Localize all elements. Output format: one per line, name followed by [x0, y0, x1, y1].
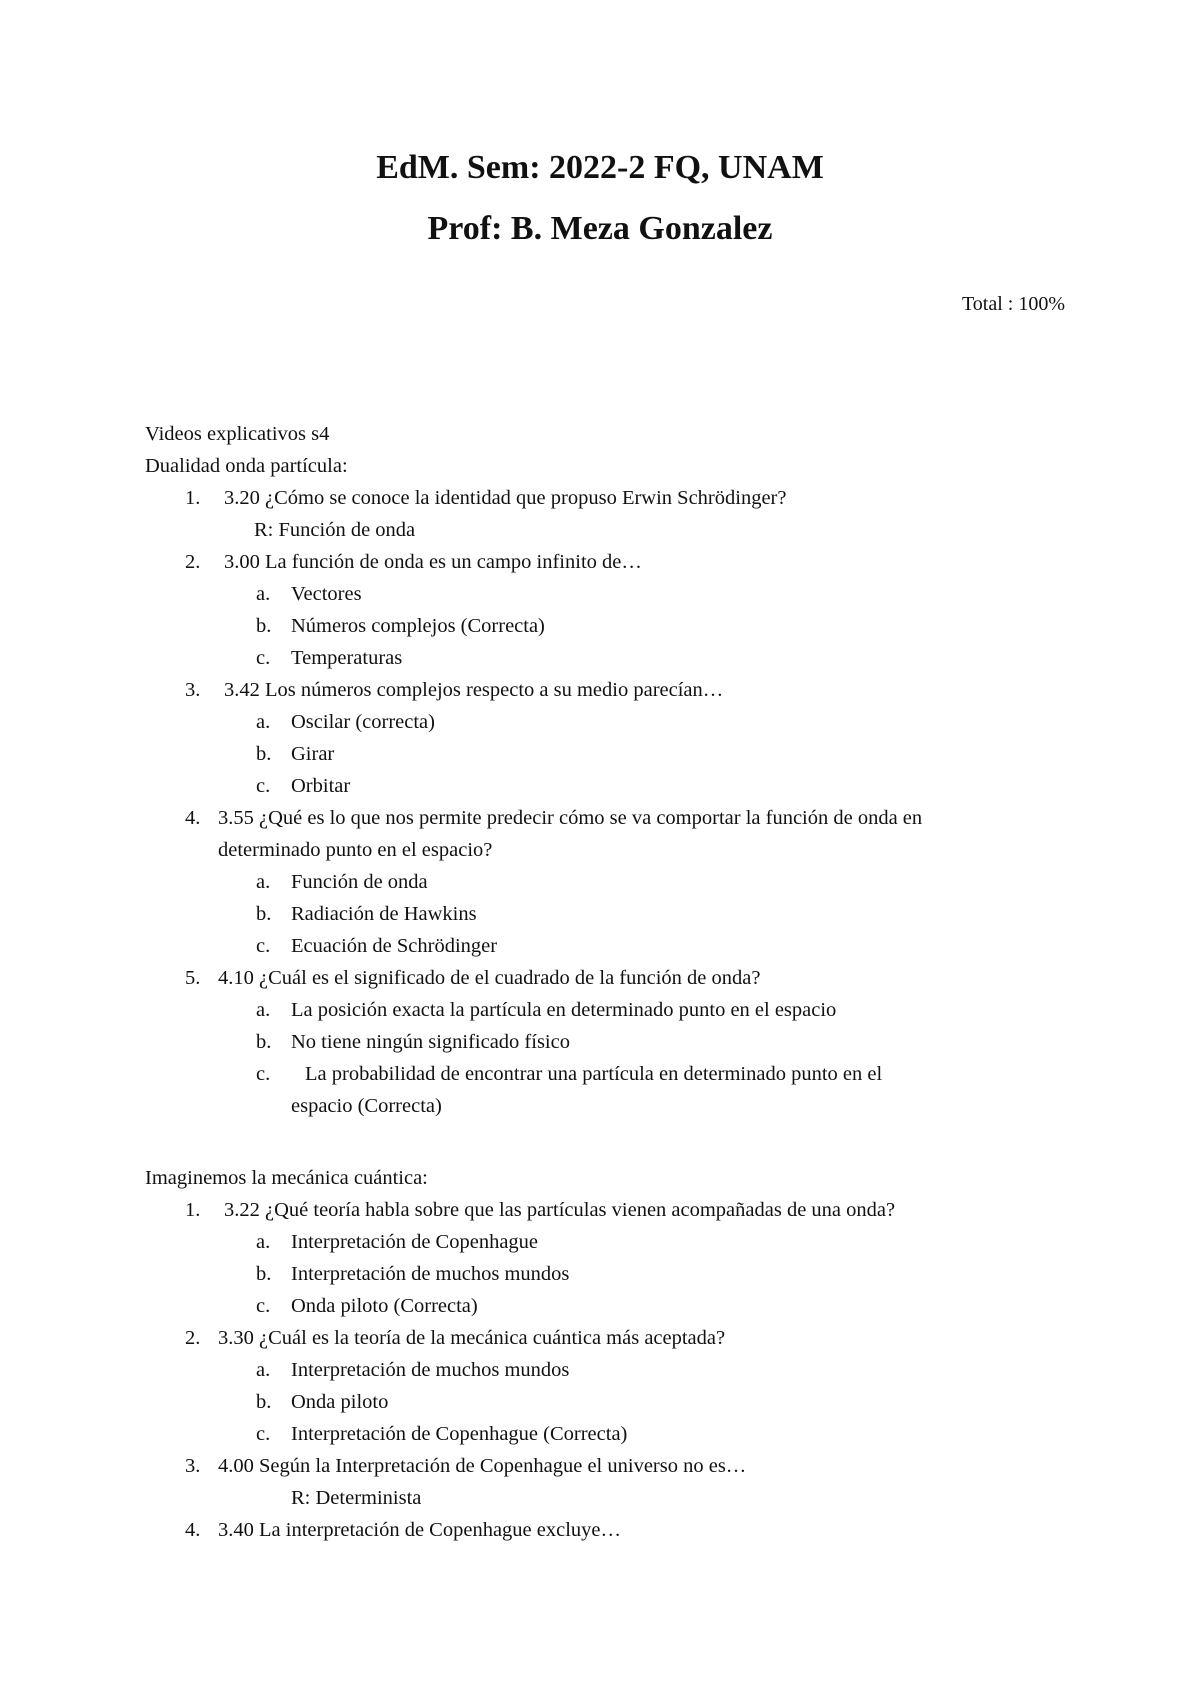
question-text: 3.40 La interpretación de Copenhague excluye… — [218, 1519, 622, 1541]
section-dualidad — [145, 418, 1065, 1122]
option-item — [145, 1386, 1065, 1418]
question-item — [145, 546, 1065, 578]
option-item — [145, 1290, 1065, 1322]
question-number: 4. — [185, 807, 201, 829]
option-letter: c. — [256, 1295, 271, 1317]
option-item — [145, 1226, 1065, 1258]
answer-line — [145, 1482, 1065, 1514]
option-letter: a. — [256, 583, 271, 605]
section-heading: Imaginemos la mecánica cuántica: — [145, 1167, 428, 1189]
question-text: 3.00 La función de onda es un campo infinito de… — [224, 551, 642, 573]
option-item — [145, 1026, 1065, 1058]
option-text: Interpretación de muchos mundos — [291, 1359, 570, 1381]
option-item — [145, 866, 1065, 898]
option-text: Interpretación de Copenhague (Correcta) — [291, 1423, 628, 1445]
option-text: Radiación de Hawkins — [291, 903, 477, 925]
option-text: Números complejos (Correcta) — [291, 615, 545, 637]
option-text: No tiene ningún significado físico — [291, 1031, 570, 1053]
option-text: Interpretación de Copenhague — [291, 1231, 539, 1253]
question-text-continuation: determinado punto en el espacio? — [218, 839, 493, 861]
option-item — [145, 994, 1065, 1026]
course-title: EdM. Sem: 2022-2 FQ, UNAM — [376, 149, 824, 186]
professor-title: Prof: B. Meza Gonzalez — [427, 210, 773, 247]
option-text: Función de onda — [291, 871, 428, 893]
option-text: Vectores — [291, 583, 362, 605]
option-text: Interpretación de muchos mundos — [291, 1263, 570, 1285]
question-item — [145, 482, 1065, 514]
option-item — [145, 642, 1065, 674]
section-mecanica-cuantica — [145, 1162, 1065, 1546]
question-text: 3.55 ¿Qué es lo que nos permite predecir cómo se va comportar la función de onda en — [218, 807, 923, 829]
question-text: 4.00 Según la Interpretación de Copenhague el universo no es… — [218, 1455, 747, 1477]
question-number: 5. — [185, 967, 201, 989]
option-text: La posición exacta la partícula en determinado punto en el espacio — [291, 999, 837, 1021]
option-text-continuation: espacio (Correcta) — [291, 1095, 442, 1117]
option-text: Ecuación de Schrödinger — [291, 935, 498, 957]
option-text: Oscilar (correcta) — [291, 711, 435, 733]
option-item — [145, 1418, 1065, 1450]
option-item — [145, 706, 1065, 738]
option-letter: b. — [256, 1031, 272, 1053]
option-letter: a. — [256, 1231, 271, 1253]
total-score: Total : 100% — [961, 293, 1065, 315]
question-item — [145, 674, 1065, 706]
option-letter: c. — [256, 1423, 271, 1445]
option-letter: b. — [256, 743, 272, 765]
option-letter: b. — [256, 1263, 272, 1285]
option-item — [145, 738, 1065, 770]
answer-line — [145, 514, 1065, 546]
question-text: 3.30 ¿Cuál es la teoría de la mecánica cuántica más aceptada? — [218, 1327, 726, 1349]
question-number: 1. — [185, 487, 201, 509]
question-number: 4. — [185, 1519, 201, 1541]
option-text: Temperaturas — [291, 647, 403, 669]
question-item — [145, 1514, 1065, 1546]
option-text: Onda piloto (Correcta) — [291, 1295, 478, 1317]
option-item — [145, 1258, 1065, 1290]
option-letter: b. — [256, 1391, 272, 1413]
answer-text: R: Determinista — [291, 1487, 422, 1509]
option-text: La probabilidad de encontrar una partícula en determinado punto en el — [305, 1063, 883, 1085]
option-letter: a. — [256, 871, 271, 893]
option-letter: a. — [256, 1359, 271, 1381]
option-text: Girar — [291, 743, 335, 765]
question-item — [145, 962, 1065, 994]
option-letter: b. — [256, 903, 272, 925]
question-item — [145, 1194, 1065, 1226]
option-item — [145, 610, 1065, 642]
question-text: 3.22 ¿Qué teoría habla sobre que las partículas vienen acompañadas de una onda? — [224, 1199, 896, 1221]
question-text: 4.10 ¿Cuál es el significado de el cuadrado de la función de onda? — [218, 967, 761, 989]
section-subheading: Dualidad onda partícula: — [145, 455, 348, 477]
option-item — [145, 1058, 1065, 1090]
question-text: 3.20 ¿Cómo se conoce la identidad que propuso Erwin Schrödinger? — [224, 487, 787, 509]
question-number: 3. — [185, 1455, 201, 1477]
option-letter: c. — [256, 1063, 271, 1085]
question-number: 2. — [185, 551, 201, 573]
question-number: 2. — [185, 1327, 201, 1349]
question-item — [145, 802, 1065, 834]
option-text: Onda piloto — [291, 1391, 389, 1413]
option-item — [145, 1354, 1065, 1386]
option-letter: b. — [256, 615, 272, 637]
option-letter: c. — [256, 647, 271, 669]
question-item — [145, 1450, 1065, 1482]
option-item — [145, 578, 1065, 610]
option-letter: a. — [256, 999, 271, 1021]
option-letter: a. — [256, 711, 271, 733]
option-item — [145, 898, 1065, 930]
option-letter: c. — [256, 935, 271, 957]
question-item — [145, 1322, 1065, 1354]
question-text: 3.42 Los números complejos respecto a su medio parecían… — [224, 679, 724, 701]
answer-text: R: Función de onda — [254, 519, 416, 541]
question-number: 1. — [185, 1199, 201, 1221]
question-number: 3. — [185, 679, 201, 701]
option-item — [145, 770, 1065, 802]
option-text: Orbitar — [291, 775, 351, 797]
section-heading: Videos explicativos s4 — [145, 423, 330, 445]
option-item — [145, 930, 1065, 962]
option-letter: c. — [256, 775, 271, 797]
